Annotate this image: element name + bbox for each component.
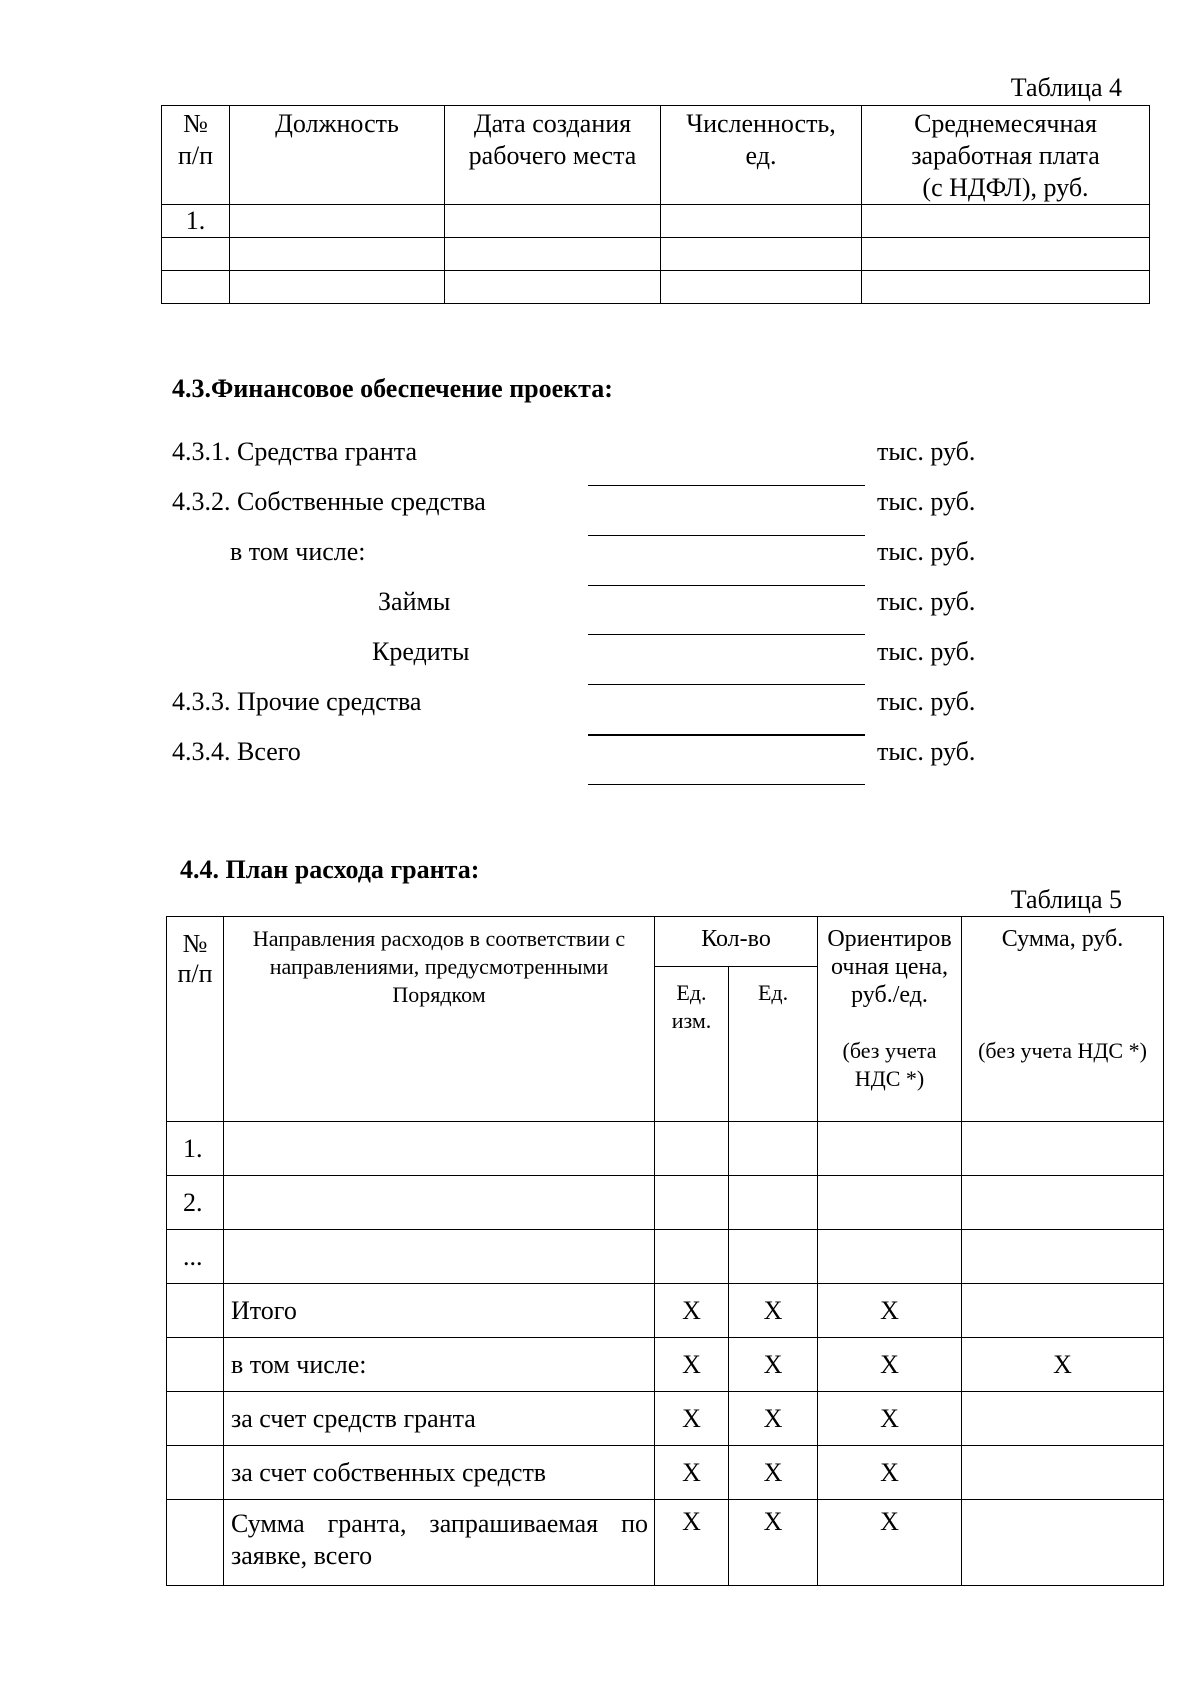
- fin-label-other: 4.3.3. Прочие средства: [172, 687, 422, 716]
- table5-row-label: за счет собственных средств: [224, 1446, 655, 1500]
- table5-row-label: в том числе:: [224, 1338, 655, 1392]
- table5-row-label: [224, 1230, 655, 1284]
- table5-row-num: [167, 1284, 224, 1338]
- table4-header-date: Дата создания рабочего места: [445, 106, 661, 205]
- table4-cell: [230, 238, 445, 271]
- table-row: [167, 1284, 1164, 1338]
- table4-caption: Таблица 4: [1010, 73, 1122, 102]
- table5-cell: [962, 1176, 1164, 1230]
- table4: [161, 105, 1150, 304]
- table5-cell: X: [655, 1284, 729, 1338]
- table5-cell: [962, 1392, 1164, 1446]
- fin-unit-including: тыс. руб.: [877, 537, 976, 566]
- table5-cell: X: [729, 1284, 818, 1338]
- table4-header-salary: Среднемесячная заработная плата (с НДФЛ), руб.: [862, 106, 1150, 205]
- table5-cell: [962, 1284, 1164, 1338]
- table5-cell: [962, 1230, 1164, 1284]
- table5-cell: X: [729, 1500, 818, 1586]
- fin-line-grant: [588, 485, 865, 486]
- table4-cell: [862, 238, 1150, 271]
- fin-label-loans: Займы: [378, 587, 451, 616]
- table5-cell: [729, 1176, 818, 1230]
- section-4-3-title: 4.3.Финансовое обеспечение проекта:: [172, 374, 613, 403]
- table5-cell: X: [962, 1338, 1164, 1392]
- table5-cell: [729, 1122, 818, 1176]
- table5-cell: X: [818, 1500, 962, 1586]
- table5-cell: [962, 1446, 1164, 1500]
- table-row: [167, 1122, 1164, 1176]
- table5-cell: X: [818, 1284, 962, 1338]
- table5-row-num: 1.: [167, 1122, 224, 1176]
- fin-unit-total: тыс. руб.: [877, 737, 976, 766]
- table-row: [167, 1338, 1164, 1392]
- table4-cell: [230, 205, 445, 238]
- table4-row-num: [162, 271, 230, 304]
- table4-header-count: Численность, ед.: [661, 106, 862, 205]
- table5-header-qty: Кол-во: [655, 917, 818, 967]
- fin-unit-other: тыс. руб.: [877, 687, 976, 716]
- table5-cell: [818, 1176, 962, 1230]
- table5-header-num: № п/п: [167, 917, 224, 1122]
- table5-cell: X: [655, 1338, 729, 1392]
- fin-label-total: 4.3.4. Всего: [172, 737, 301, 766]
- table4-header-num: № п/п: [162, 106, 230, 205]
- table5-row-label: за счет средств гранта: [224, 1392, 655, 1446]
- table5-header-sum: Сумма, руб. (без учета НДС *): [962, 917, 1164, 1122]
- table-row: [162, 238, 1150, 271]
- table5-row-num: ...: [167, 1230, 224, 1284]
- table4-cell: [230, 271, 445, 304]
- fin-unit-loans: тыс. руб.: [877, 587, 976, 616]
- table4-row-num: [162, 238, 230, 271]
- table5-row-num: [167, 1500, 224, 1586]
- table5-row-num: [167, 1338, 224, 1392]
- table5-row-label: [224, 1176, 655, 1230]
- table5: [166, 916, 1164, 1586]
- table4-row-num: 1.: [162, 205, 230, 238]
- table5-row-label: Итого: [224, 1284, 655, 1338]
- table4-cell: [862, 271, 1150, 304]
- fin-unit-grant: тыс. руб.: [877, 437, 976, 466]
- table4-cell: [445, 271, 661, 304]
- fin-unit-own: тыс. руб.: [877, 487, 976, 516]
- table5-cell: [655, 1230, 729, 1284]
- table5-row-num: 2.: [167, 1176, 224, 1230]
- fin-line-loans: [588, 634, 865, 635]
- fin-label-own: 4.3.2. Собственные средства: [172, 487, 486, 516]
- fin-label-credits: Кредиты: [372, 637, 470, 666]
- table-row: [167, 1446, 1164, 1500]
- table-row: [167, 1392, 1164, 1446]
- fin-label-including: в том числе:: [230, 537, 366, 566]
- table-row: [167, 1176, 1164, 1230]
- table5-cell: X: [818, 1392, 962, 1446]
- table4-cell: [661, 271, 862, 304]
- fin-line-other: [588, 734, 865, 736]
- fin-label-grant: 4.3.1. Средства гранта: [172, 437, 417, 466]
- table4-header-row: [162, 106, 1150, 205]
- table4-cell: [445, 238, 661, 271]
- table5-cell: X: [818, 1446, 962, 1500]
- table5-header-row: [167, 917, 1164, 967]
- fin-line-total: [588, 784, 865, 785]
- table5-header-unit: Ед.: [729, 967, 818, 1122]
- table-row: [167, 1230, 1164, 1284]
- table-row: [162, 271, 1150, 304]
- fin-line-including: [588, 585, 865, 586]
- section-4-4-title: 4.4. План расхода гранта:: [180, 855, 480, 884]
- table5-header-direction: Направления расходов в соответствии с направлениями, предусмотренными Порядком: [224, 917, 655, 1122]
- table4-cell: [661, 205, 862, 238]
- table5-row-label: [224, 1122, 655, 1176]
- table4-header-position: Должность: [230, 106, 445, 205]
- table4-cell: [661, 238, 862, 271]
- fin-line-credits: [588, 684, 865, 685]
- table5-header-price: Ориентиров очная цена, руб./ед. (без учета НДС *): [818, 917, 962, 1122]
- fin-unit-credits: тыс. руб.: [877, 637, 976, 666]
- table5-cell: X: [729, 1446, 818, 1500]
- fin-line-own: [588, 535, 865, 536]
- table5-cell: [818, 1122, 962, 1176]
- table4-cell: [445, 205, 661, 238]
- table4-cell: [862, 205, 1150, 238]
- table5-row-num: [167, 1446, 224, 1500]
- table5-header-unit-measure: Ед. изм.: [655, 967, 729, 1122]
- table5-cell: X: [655, 1392, 729, 1446]
- table5-caption: Таблица 5: [1010, 885, 1122, 914]
- table5-cell: [655, 1176, 729, 1230]
- table-row: [167, 1500, 1164, 1586]
- table5-cell: [729, 1230, 818, 1284]
- table5-cell: [962, 1122, 1164, 1176]
- table5-row-label: Сумма гранта, запрашиваемая по заявке, всего: [224, 1500, 655, 1586]
- table5-cell: [962, 1500, 1164, 1586]
- table5-cell: X: [655, 1500, 729, 1586]
- table5-row-num: [167, 1392, 224, 1446]
- table5-cell: X: [729, 1338, 818, 1392]
- table5-cell: X: [729, 1392, 818, 1446]
- table5-cell: X: [655, 1446, 729, 1500]
- table5-cell: [818, 1230, 962, 1284]
- table5-cell: X: [818, 1338, 962, 1392]
- table5-cell: [655, 1122, 729, 1176]
- table-row: [162, 205, 1150, 238]
